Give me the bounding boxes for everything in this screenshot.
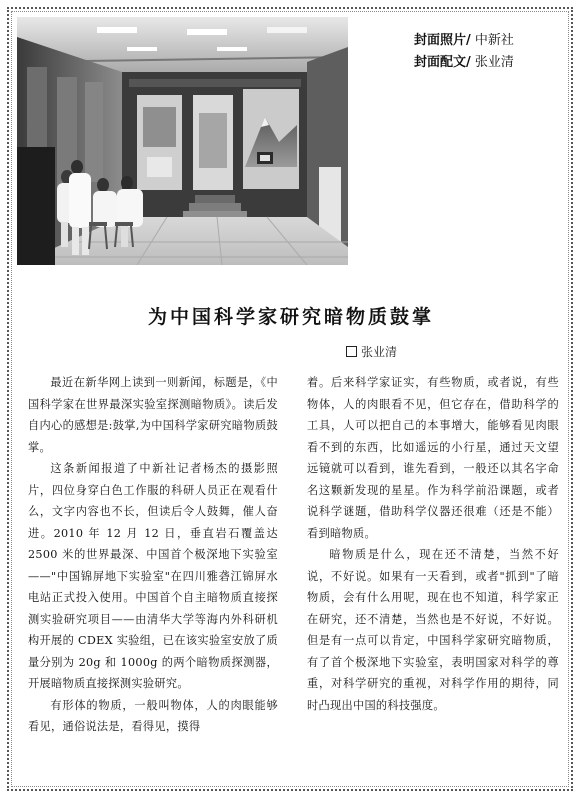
paragraph: 最近在新华网上读到一则新闻，标题是，《中国科学家在世界最深实验室探测暗物质》。读后发自内心的感想是:鼓掌,为中国科学家研究暗物质鼓掌。 [28,376,278,454]
photo-credit [414,30,564,52]
photo-credit-source: 中新社 [474,33,514,48]
text-column-left [28,372,278,738]
cover-photo [17,17,348,265]
photo-credit-label: 封面照片/ [414,33,471,48]
square-icon [346,346,357,357]
author-name: 张业清 [361,345,398,359]
text-credit-label: 封面配文/ [414,55,471,70]
paragraph: 这条新闻报道了中新社记者杨杰的摄影照片，四位身穿白色工作服的科研人员正在观看什么，文字内容也不长，但读后令人鼓舞，催人奋进。2010 年 12 月 12 日，垂直岩石覆盖达 2500 米的世界最深、中国首个极深地下实验室——"中国锦屏地下实验室"在四川雅砻江锦屏水电站正式投入使用。中国首个自主暗物质直接探测实验研究项目——由清华大学等海内外科研机构开展的 CDEX 实验组，已在该实验室安放了质量分别为 20g 和 1000g 的两个暗物质探测器，开展暗物质直接探测实验研究。 [28,462,278,690]
article-title: 为中国科学家研究暗物质鼓掌 [147,306,434,328]
article-byline [346,343,397,360]
paragraph-continued: 着。后来科学家证实，有些物质，或者说，有些物体，人的肉眼看不见，但它存在，借助科学的工具，人可以把自己的本事增大，能够看见肉眼看不到的东西，比如遥远的小行星，通过天文望远镜就可以看到，谁先看到，一般还以其名字命名这颗新发现的星星。作为科学前沿课题，或者说科学谜题，借助科学仪器还很难（还是不能）看到暗物质。 [307,376,559,540]
text-column-right [307,372,559,716]
paragraph: 暗物质是什么，现在还不清楚，当然不好说，不好说。如果有一天看到，或者"抓到"了暗物质，会有什么用呢，现在也不知道，科学家正在研究，还不清楚，当然也是不好说，不好说。但是有一点可以肯定，中国科学家研究暗物质，有了首个极深地下实验室，表明国家对科学的尊重，对科学研究的重视，对科学作用的期待，同时凸现出中国的科技强度。 [307,548,559,712]
laboratory-photo-image [17,17,348,265]
cover-credits [414,30,564,74]
text-credit-author: 张业清 [474,55,514,70]
text-credit [414,52,564,74]
paragraph: 有形体的物质，一般叫物体，人的肉眼能够看见，通俗说法是，看得见，摸得 [28,698,278,733]
